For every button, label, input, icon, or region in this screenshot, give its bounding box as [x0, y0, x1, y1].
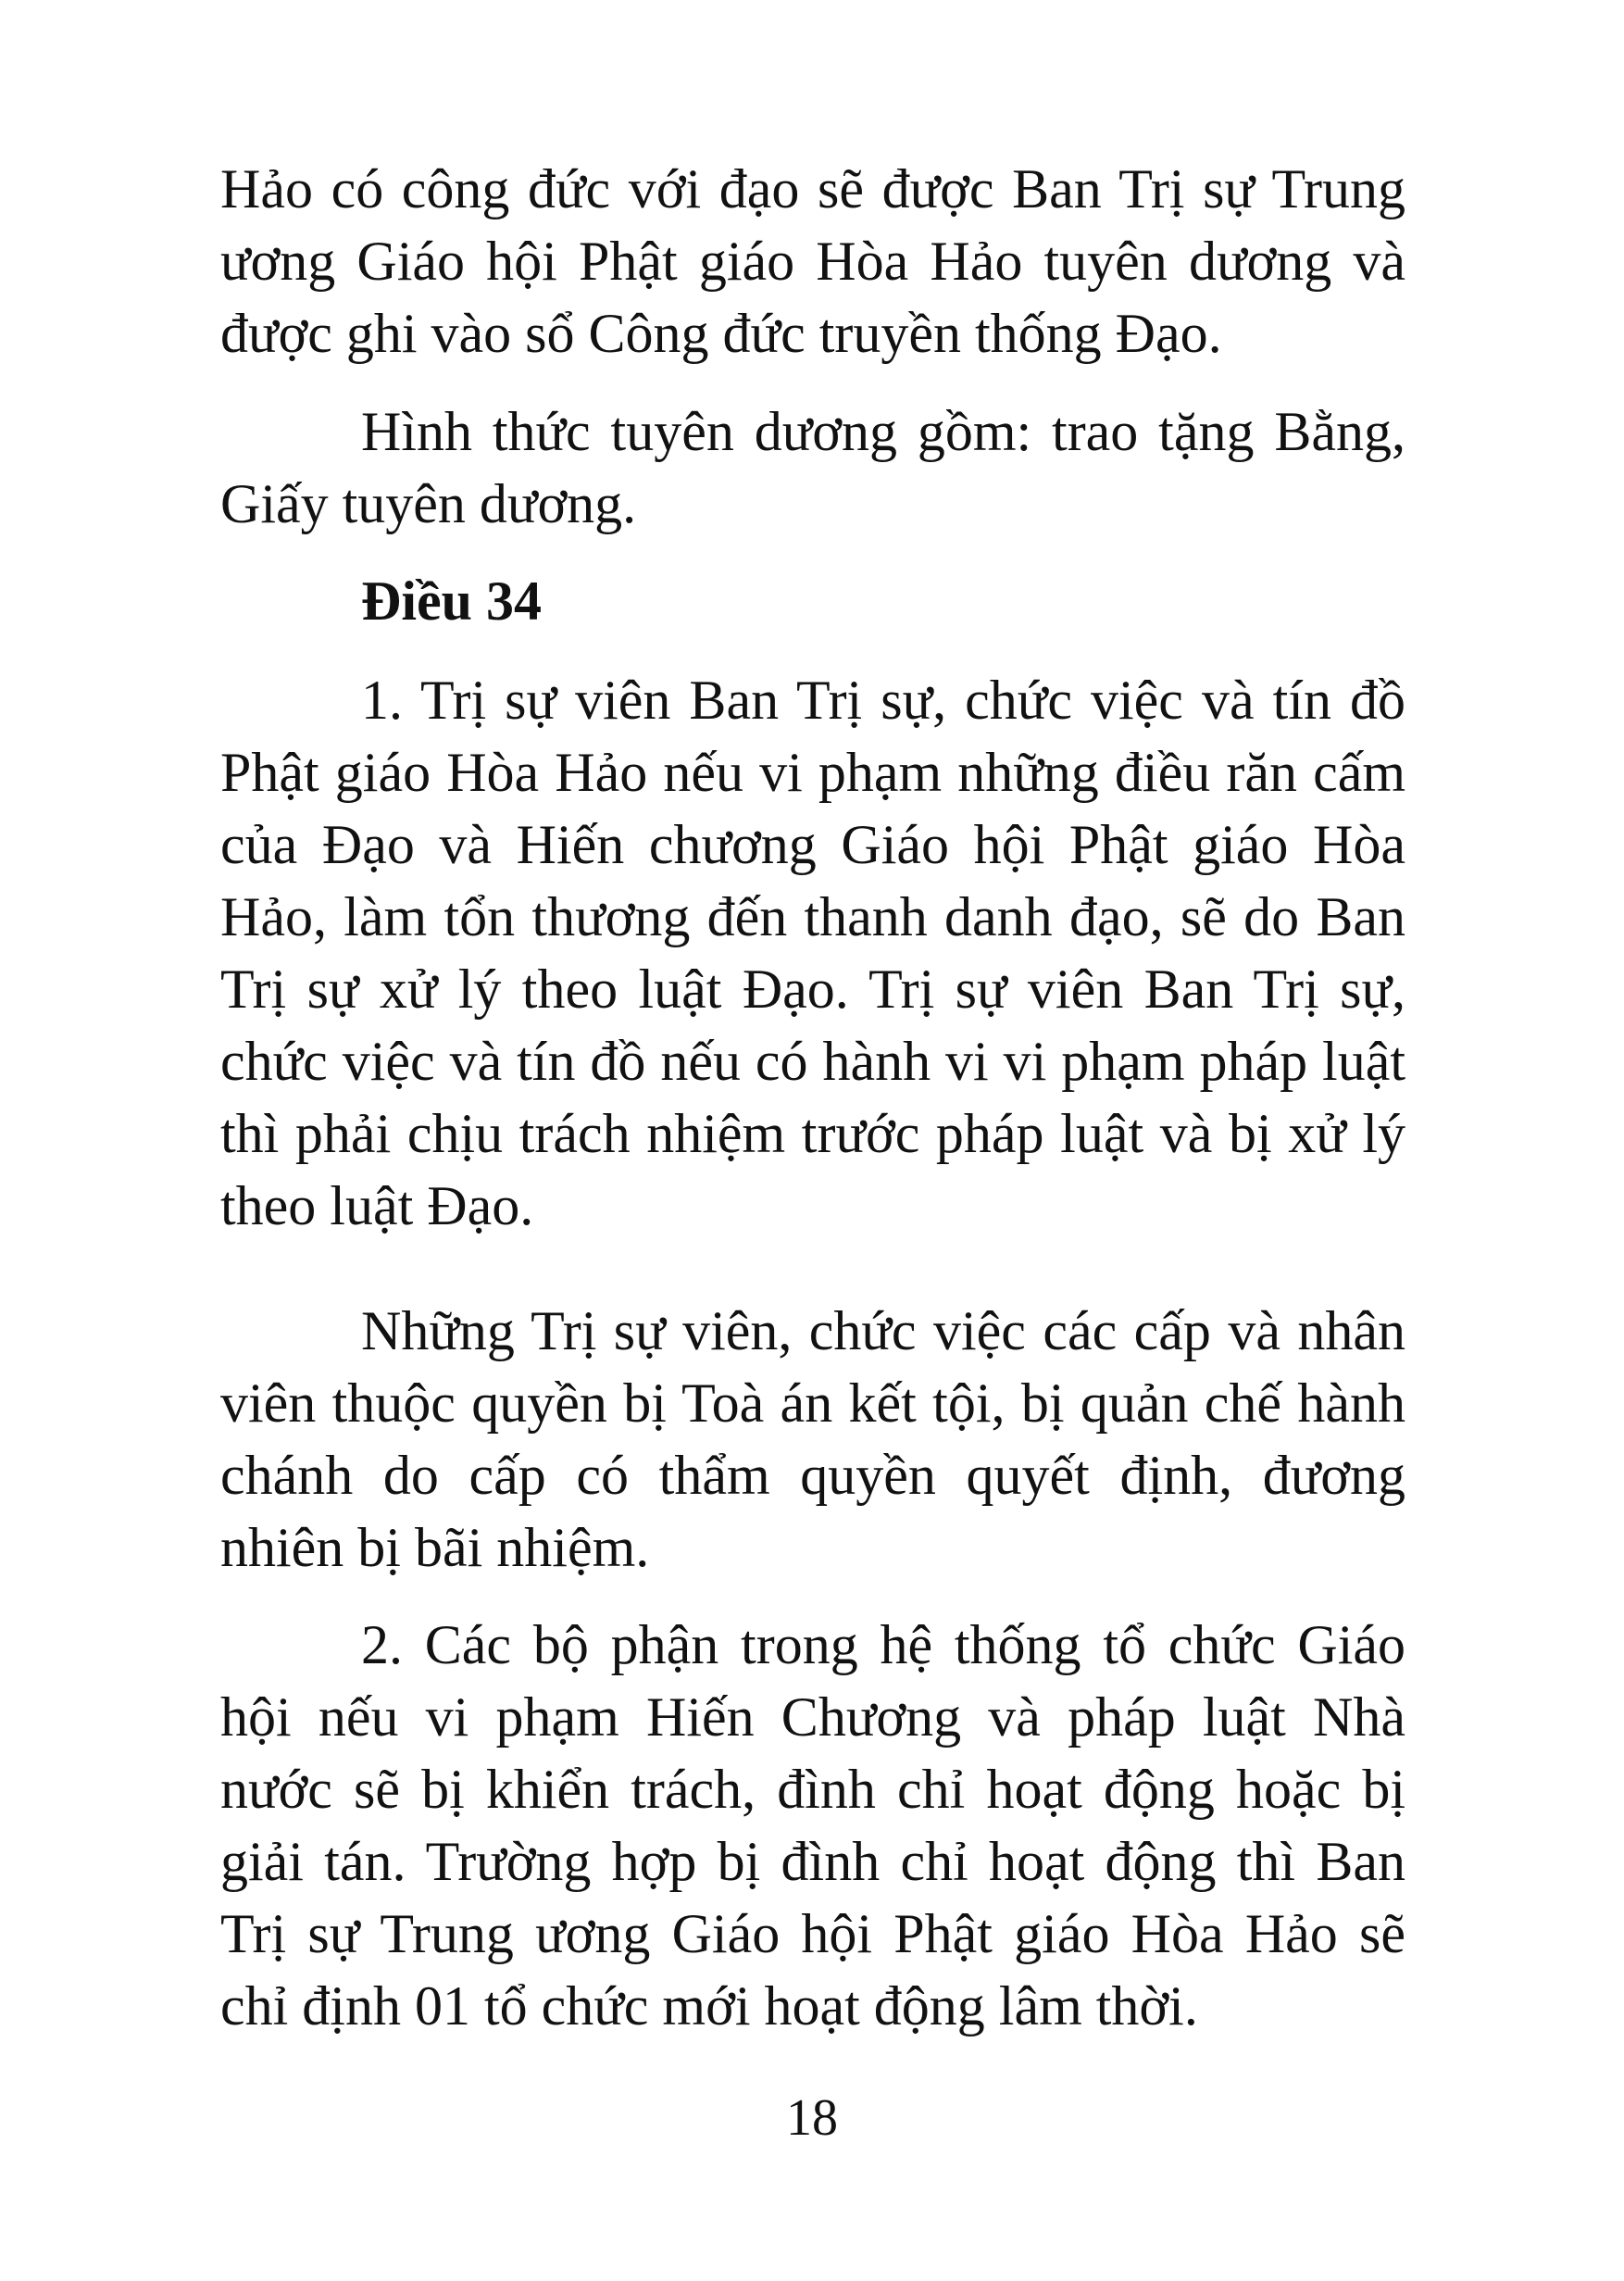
page-number: 18 — [786, 2089, 838, 2147]
paragraph-commendation-continued: Hảo có công đức với đạo sẽ được Ban Trị sự Trung ương Giáo hội Phật giáo Hòa Hảo tuyên dương và được ghi vào sổ Công đức truyền thống Đạo. — [220, 158, 1405, 364]
paragraph-commendation-forms: Hình thức tuyên dương gồm: trao tặng Bằng, Giấy tuyên dương. — [220, 401, 1405, 534]
paragraph-clause-1: 1. Trị sự viên Ban Trị sự, chức việc và tín đồ Phật giáo Hòa Hảo nếu vi phạm những điều răn cấm của Đạo và Hiến chương Giáo hội Phật giáo Hòa Hảo, làm tổn thương đến thanh danh đạo, sẽ do Ban Trị sự xử lý theo luật Đạo. Trị sự viên Ban Trị sự, chức việc và tín đồ nếu có hành vi vi phạm pháp luật thì phải chịu trách nhiệm trước pháp luật và bị xử lý theo luật Đạo. — [220, 670, 1405, 1236]
paragraph-clause-2: 2. Các bộ phận trong hệ thống tổ chức Giáo hội nếu vi phạm Hiến Chương và pháp luật Nhà nước sẽ bị khiển trách, đình chỉ hoạt động hoặc bị giải tán. Trường hợp bị đình chỉ hoạt động thì Ban Trị sự Trung ương Giáo hội Phật giáo Hòa Hảo sẽ chỉ định 01 tổ chức mới hoạt động lâm thời. — [220, 1614, 1405, 2037]
article-heading: Điều 34 — [361, 570, 542, 632]
paragraph-dismissal: Những Trị sự viên, chức việc các cấp và nhân viên thuộc quyền bị Toà án kết tội, bị quản chế hành chánh do cấp có thẩm quyền quyết định, đương nhiên bị bãi nhiệm. — [220, 1300, 1405, 1578]
